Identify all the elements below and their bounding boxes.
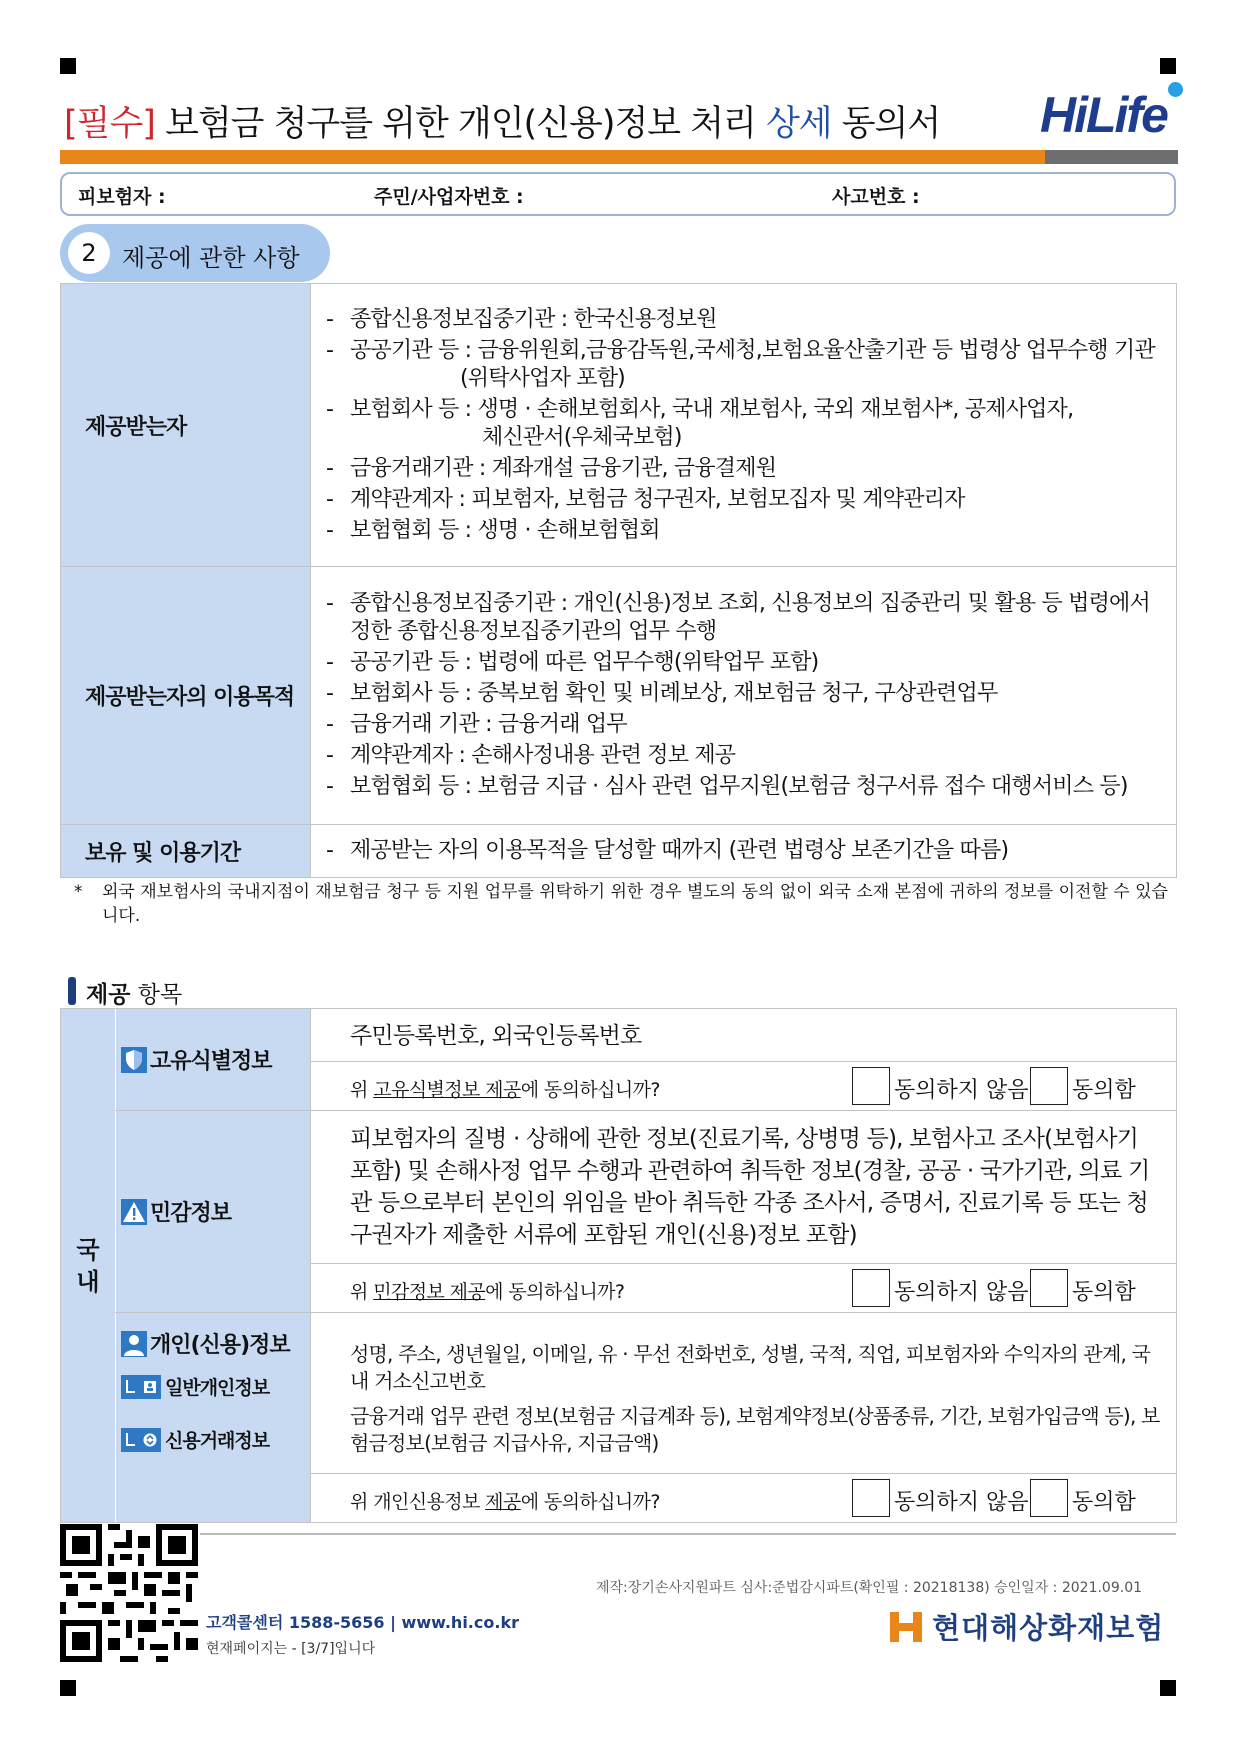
agree-label: 동의함 [1072, 1490, 1136, 1515]
logo-dot-icon [1168, 82, 1183, 97]
section-heading [60, 224, 330, 282]
unique-id-agree-checkbox[interactable] [1030, 1067, 1068, 1105]
unique-id-category: 고유식별정보 [117, 1044, 309, 1075]
purpose-item: - 계약관계자 : 손해사정내용 관련 정보 제공 [324, 742, 1165, 770]
personal-agree-checkbox[interactable] [1030, 1479, 1068, 1517]
warning-icon [121, 1199, 147, 1225]
h-logo-icon [888, 1610, 924, 1644]
sensitive-consent: 위 민감정보 제공에 동의하십니까? 동의하지 않음 동의함 [312, 1265, 1175, 1311]
recipients-row [61, 284, 1177, 567]
recipients-label: 제공받는자 [61, 284, 311, 567]
credit-transaction-subcategory: 신용거래정보 [117, 1426, 309, 1453]
sub-item-icon [121, 1428, 161, 1452]
personal-disagree-checkbox[interactable] [852, 1479, 890, 1517]
general-personal-desc: 성명, 주소, 생년월일, 이메일, 유 · 무선 전화번호, 성별, 국적, 직업, 피보험자와 수익자의 관계, 국내 거소신고번호 [350, 1342, 1151, 1393]
registration-mark-bl [60, 1680, 76, 1696]
purpose-row [61, 567, 1177, 825]
accident-number-label: 사고번호 : [832, 186, 920, 208]
purposes-list [312, 579, 1175, 812]
recipients-list [312, 295, 1175, 556]
period-row [61, 825, 1177, 878]
production-info: 제작:장기손사지원파트 심사:준법감시파트(확인필 : 20218138) 승인일자 : 2021.09.01 [596, 1580, 1143, 1596]
period-label: 보유 및 이용기간 [61, 825, 311, 878]
page-indicator: 현재페이지는 - [3/7]입니다 [206, 1641, 376, 1657]
sensitive-category: 민감정보 [117, 1196, 309, 1227]
header-bar-orange [60, 150, 1045, 164]
hilife-logo: HiLife [1040, 87, 1167, 143]
unique-id-disagree-checkbox[interactable] [852, 1067, 890, 1105]
agree-label: 동의함 [1072, 1280, 1136, 1305]
items-heading: 제공 항목 [68, 976, 182, 1009]
shield-icon [121, 1047, 147, 1073]
recipient-item: - 보험회사 등 : 생명 · 손해보험회사, 국내 재보험사, 국외 재보험사*, 공제사업자, 체신관서(우체국보험) [324, 396, 1165, 452]
id-number-label: 주민/사업자번호 : [374, 186, 524, 208]
contact-info: 고객콜센터 1588-5656 | www.hi.co.kr [206, 1613, 519, 1632]
purpose-label: 제공받는자의 이용목적 [61, 567, 311, 825]
header-bar-gray [1045, 150, 1178, 164]
purpose-item: - 금융거래 기관 : 금융거래 업무 [324, 711, 1165, 739]
registration-mark-tr [1160, 58, 1176, 74]
recipient-item: - 보험협회 등 : 생명 · 손해보험협회 [324, 517, 1165, 545]
sensitive-desc: 피보험자의 질병 · 상해에 관한 정보(진료기록, 상병명 등), 보험사고 조사(보험사기 포함) 및 손해사정 업무 수행과 관련하여 취득한 정보(경찰, 공공 · 국가기관, 의료 기관 등으로부터 본인의 위임을 받아 취득한 각종 조사서, 증명서, 진료기록 등 또는 청구권자가 제출한 서류에 포함된 개인(신용)정보 포함) [350, 1126, 1150, 1248]
personal-consent: 위 개인신용정보 제공에 동의하십니까? 동의하지 않음 동의함 [312, 1475, 1175, 1521]
sub-item-icon [121, 1375, 161, 1399]
purpose-item: - 보험회사 등 : 중복보험 확인 및 비례보상, 재보험금 청구, 구상관련업무 [324, 680, 1165, 708]
agree-label: 동의함 [1072, 1078, 1136, 1103]
section-title: 제공에 관한 사항 [122, 244, 300, 272]
person-icon [121, 1331, 147, 1357]
page-title: [필수] 보험금 청구를 위한 개인(신용)정보 처리 상세 동의서 [64, 104, 941, 144]
registration-mark-tl [60, 58, 76, 74]
credit-transaction-desc: 금융거래 업무 관련 정보(보험금 지급계좌 등), 보험계약정보(상품종류, 기간, 보험가입금액 등), 보험금정보(보험금 지급사유, 지급금액) [350, 1404, 1160, 1455]
footer-divider [200, 1533, 1176, 1535]
insured-label: 피보험자 : [78, 186, 166, 208]
disagree-label: 동의하지 않음 [894, 1490, 1029, 1515]
unique-id-consent: 위 고유식별정보 제공에 동의하십니까? 동의하지 않음 동의함 [312, 1063, 1175, 1109]
registration-mark-br [1160, 1680, 1176, 1696]
unique-id-desc: 주민등록번호, 외국인등록번호 [350, 1023, 642, 1049]
recipient-item: - 금융거래기관 : 계좌개설 금융기관, 금융결제원 [324, 455, 1165, 483]
purpose-item: - 종합신용정보집중기관 : 개인(신용)정보 조회, 신용정보의 집중관리 및 활용 등 법령에서 정한 종합신용정보집중기관의 업무 수행 [324, 590, 1165, 646]
footnote: * 외국 재보험사의 국내지점이 재보험금 청구 등 지원 업무를 위탁하기 위한 경우 별도의 동의 없이 외국 소재 본점에 귀하의 정보를 이전할 수 있습니다. [74, 882, 1168, 926]
disagree-label: 동의하지 않음 [894, 1078, 1029, 1103]
provision-table [60, 283, 1177, 878]
purpose-item: - 보험협회 등 : 보험금 지급 · 심사 관련 업무지원(보험금 청구서류 접수 대행서비스 등) [324, 773, 1165, 801]
domestic-label: 국내 [61, 1009, 116, 1523]
recipient-item: - 계약관계자 : 피보험자, 보험금 청구권자, 보험모집자 및 계약관리자 [324, 486, 1165, 514]
period-text: - 제공받는 자의 이용목적을 달성할 때까지 (관련 법령상 보존기간을 따름) [324, 837, 1165, 865]
recipient-item: - 공공기관 등 : 금융위원회,금융감독원,국세청,보험요율산출기관 등 법령상 업무수행 기관 (위탁사업자 포함) [324, 337, 1165, 393]
sensitive-disagree-checkbox[interactable] [852, 1269, 890, 1307]
recipient-item: - 종합신용정보집중기관 : 한국신용정보원 [324, 306, 1165, 334]
general-personal-subcategory: 일반개인정보 [117, 1373, 309, 1400]
sensitive-agree-checkbox[interactable] [1030, 1269, 1068, 1307]
purpose-item: - 공공기관 등 : 법령에 따른 업무수행(위탁업무 포함) [324, 649, 1165, 677]
company-name: 현대해상화재보험 [932, 1611, 1165, 1645]
disagree-label: 동의하지 않음 [894, 1280, 1029, 1305]
hyundai-logo [888, 1606, 1164, 1647]
personal-category: 개인(신용)정보 [117, 1328, 309, 1359]
section-number: 2 [68, 232, 110, 274]
insured-info-bar [60, 172, 1176, 216]
items-table [60, 1008, 1177, 1523]
qr-code [60, 1524, 198, 1662]
